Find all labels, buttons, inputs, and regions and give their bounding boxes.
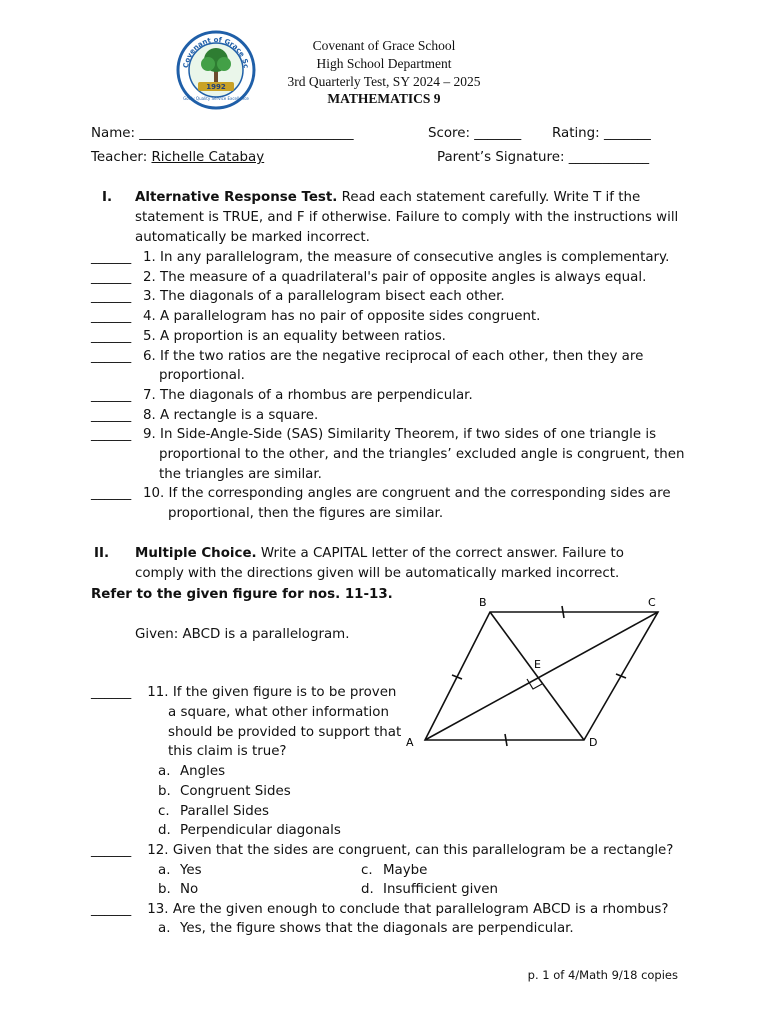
tf-item-text: 2. The measure of a quadrilateral's pair of opposite angles is always equal. [143, 270, 647, 285]
rating-label: Rating: [552, 126, 600, 141]
q11-option-d: d. Perpendicular diagonals [158, 823, 341, 838]
tf-item-continuation: the triangles are similar. [159, 467, 322, 482]
q13-line: ______ 13. Are the given enough to conclude that parallelogram ABCD is a rhombus? [91, 902, 669, 917]
tf-item [91, 309, 540, 324]
section1-instructions-line1: Alternative Response Test. Read each statement carefully. Write T if the [135, 190, 641, 205]
tf-item [91, 388, 473, 403]
figure-given: Given: ABCD is a parallelogram. [135, 627, 350, 642]
score-blank[interactable]: _______ [474, 126, 522, 141]
tf-item-text: 10. If the corresponding angles are congruent and the corresponding sides are [143, 486, 671, 501]
q11-line3: should be provided to support that [168, 725, 402, 740]
q11-answer-blank[interactable]: ______ [91, 685, 132, 700]
diagonal-bd [490, 612, 584, 740]
section2-title: Multiple Choice. [135, 546, 257, 561]
tf-item [91, 270, 646, 285]
tf-item-text: 8. A rectangle is a square. [143, 408, 319, 423]
score-field[interactable] [428, 126, 521, 141]
tf-answer-blank[interactable]: ______ [91, 408, 132, 423]
rating-blank[interactable]: _______ [603, 126, 651, 141]
tf-item-continuation: proportional. [159, 368, 245, 383]
tf-answer-blank[interactable]: ______ [91, 486, 132, 501]
q11-option-a: a. Angles [158, 764, 226, 779]
section1-instructions-line3: automatically be marked incorrect. [135, 230, 370, 245]
q12-answer-blank[interactable]: ______ [91, 843, 132, 858]
tf-item-text: 5. A proportion is an equality between ratios. [143, 329, 446, 344]
tf-item [91, 349, 643, 364]
page-footer: p. 1 of 4/Math 9/18 copies [527, 968, 678, 982]
tf-item-text: 9. In Side-Angle-Side (SAS) Similarity Theorem, if two sides of one triangle is [143, 427, 657, 442]
tf-answer-blank[interactable]: ______ [91, 388, 132, 403]
name-field[interactable] [91, 126, 354, 141]
teacher-name: Richelle Catabay [151, 150, 265, 165]
logo-motto: Godly Quality Service Excellence [183, 96, 249, 101]
tf-answer-blank[interactable]: ______ [91, 329, 132, 344]
tf-item-text: 7. The diagonals of a rhombus are perpendicular. [143, 388, 473, 403]
tf-item [91, 329, 446, 344]
vertex-label-d: D [589, 736, 598, 749]
department-name: High School Department [316, 56, 452, 71]
name-blank[interactable]: ________________________________ [139, 126, 354, 141]
parent-signature-field[interactable] [437, 150, 649, 165]
score-label: Score: [428, 126, 471, 141]
tf-item [91, 427, 656, 442]
tf-answer-blank[interactable]: ______ [91, 309, 132, 324]
tf-item [91, 408, 318, 423]
vertex-label-c: C [648, 596, 656, 609]
parent-blank[interactable]: ____________ [568, 150, 650, 165]
q11-option-b: b. Congruent Sides [158, 784, 291, 799]
vertex-label-b: B [479, 596, 487, 609]
teacher-field [91, 150, 264, 165]
section2-instructions-line2: comply with the directions given will be automatically marked incorrect. [135, 566, 620, 581]
tf-item [91, 250, 669, 265]
teacher-label: Teacher: [91, 150, 148, 165]
parallelogram-figure [400, 592, 670, 757]
subject-title: MATHEMATICS 9 [327, 91, 441, 106]
q11-line1: ______ 11. If the given figure is to be proven [91, 685, 397, 700]
tf-item-continuation: proportional to the other, and the triangles’ excluded angle is congruent, then [159, 447, 685, 462]
tick-ad [505, 734, 507, 746]
school-name: Covenant of Grace School [312, 38, 456, 53]
vertex-label-a: A [406, 736, 414, 749]
tf-item-text: 3. The diagonals of a parallelogram bisect each other. [143, 289, 505, 304]
school-logo [176, 30, 256, 110]
q11-option-c: c. Parallel Sides [158, 804, 269, 819]
tf-item [91, 289, 505, 304]
q11-line4: this claim is true? [168, 744, 287, 759]
parent-label: Parent’s Signature: [437, 150, 565, 165]
q13-answer-blank[interactable]: ______ [91, 902, 132, 917]
tf-answer-blank[interactable]: ______ [91, 250, 132, 265]
tf-item-text: 4. A parallelogram has no pair of opposite sides congruent. [143, 309, 541, 324]
tf-answer-blank[interactable]: ______ [91, 427, 132, 442]
section2-numeral: II. [94, 546, 110, 561]
q13-option-a: a. Yes, the figure shows that the diagonals are perpendicular. [158, 921, 574, 936]
tf-answer-blank[interactable]: ______ [91, 289, 132, 304]
tf-answer-blank[interactable]: ______ [91, 270, 132, 285]
logo-ring-text: Covenant of Grace Sc [182, 35, 250, 69]
tf-answer-blank[interactable]: ______ [91, 349, 132, 364]
tf-item-continuation: proportional, then the figures are similar. [168, 506, 444, 521]
section1-numeral: I. [102, 190, 113, 205]
q12-option-c: c. Maybe [361, 863, 428, 878]
section1-instructions-line2: statement is TRUE, and F if otherwise. Failure to comply with the instructions will [135, 210, 679, 225]
tf-item [91, 486, 671, 501]
test-title: 3rd Quarterly Test, SY 2024 – 2025 [287, 74, 481, 89]
rating-field[interactable] [552, 126, 651, 141]
q11-line2: a square, what other information [168, 705, 389, 720]
tick-bc [562, 606, 564, 618]
q12-line: ______ 12. Given that the sides are congruent, can this parallelogram be a rectangle? [91, 843, 674, 858]
name-label: Name: [91, 126, 136, 141]
q12-option-a: a. Yes [158, 863, 202, 878]
tf-item-text: 1. In any parallelogram, the measure of consecutive angles is complementary. [143, 250, 670, 265]
tf-item-text: 6. If the two ratios are the negative reciprocal of each other, then they are [143, 349, 644, 364]
q12-option-d: d. Insufficient given [361, 882, 499, 897]
figure-reference: Refer to the given figure for nos. 11-13. [91, 587, 393, 602]
point-label-e: E [534, 658, 541, 671]
section1-title: Alternative Response Test. [135, 190, 338, 205]
logo-year: 1992 [206, 83, 226, 91]
q12-option-b: b. No [158, 882, 199, 897]
section2-instructions-line1: Multiple Choice. Write a CAPITAL letter of the correct answer. Failure to [135, 546, 624, 561]
